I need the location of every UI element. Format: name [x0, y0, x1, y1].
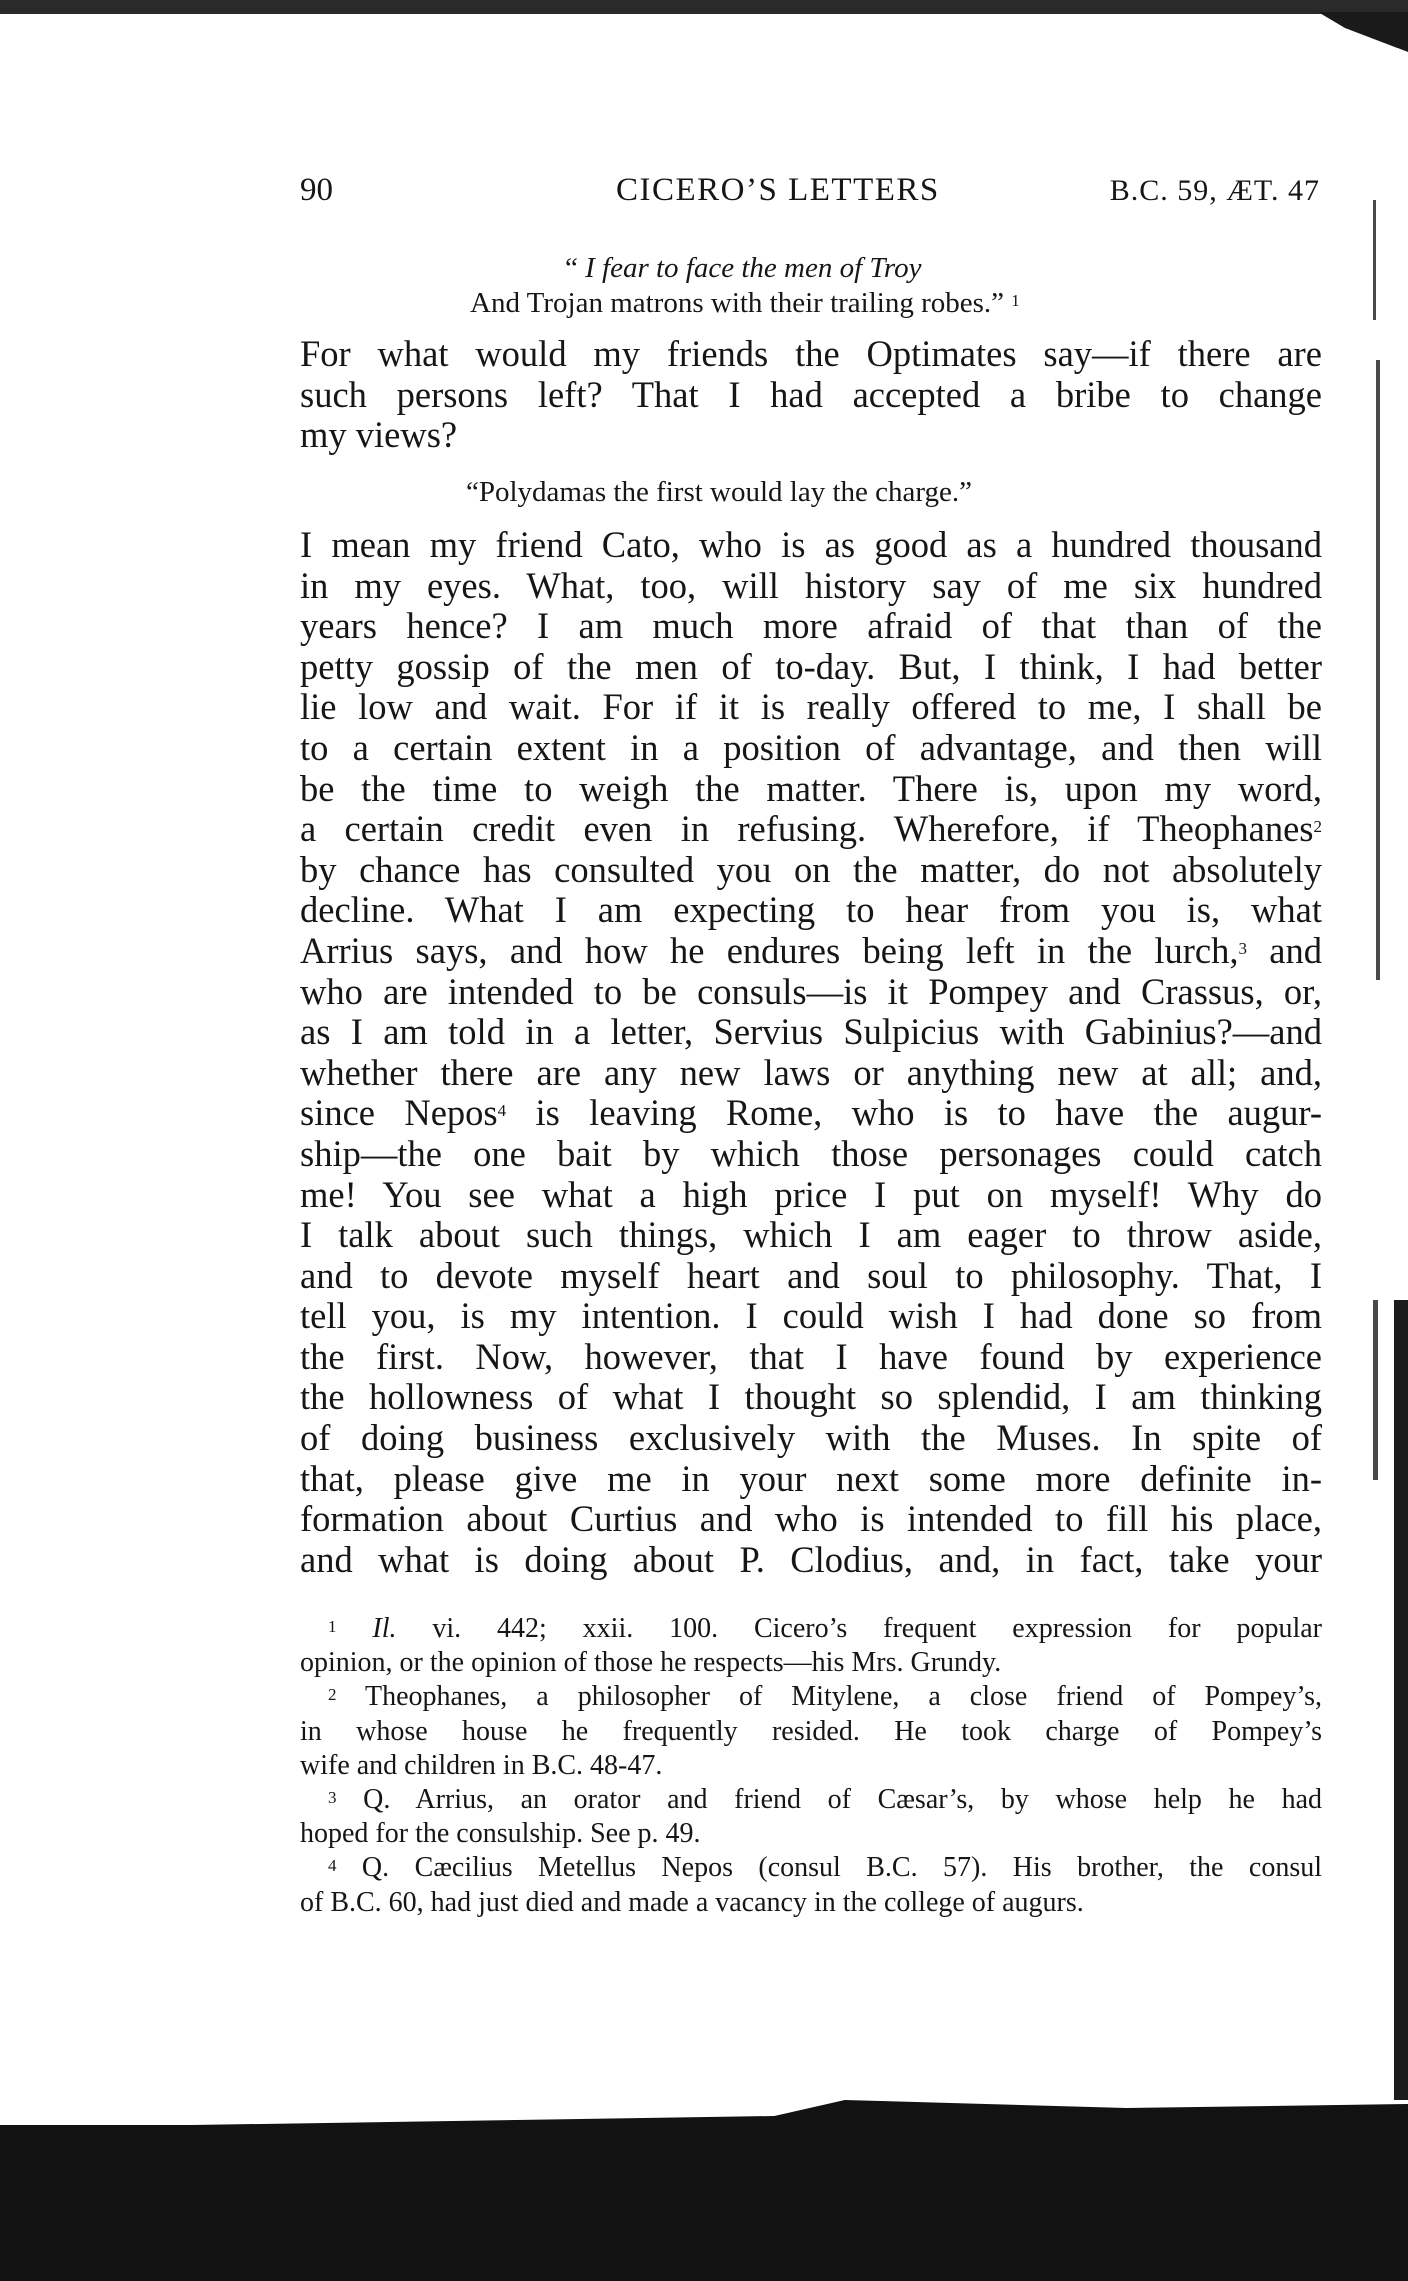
text-line: lie low and wait. For if it is really offered to me, I shall be [300, 686, 1322, 728]
quote-open-mark: “ [565, 252, 586, 284]
verse-line-2: And Trojan matrons with their trailing robes. [470, 287, 992, 319]
scan-right-edge [1373, 200, 1376, 320]
footnote-number: 3 [328, 1787, 337, 1807]
footnote-text: Q. Cæcilius Metellus Nepos (consul B.C. 57). His brother, the consul [336, 1852, 1322, 1884]
footnote-ref: 1 [1011, 291, 1020, 310]
verse-line: “Polydamas the first would lay the charge.” [466, 476, 973, 508]
text-line: the first. Now, however, that I have found by experience [300, 1335, 1322, 1377]
verse-quote-1b [470, 285, 1020, 321]
scan-binding-shadow [1394, 1300, 1408, 2100]
text-line: that, please give me in your next some more definite in- [300, 1457, 1322, 1499]
text-line: whether there are any new laws or anything new at all; and, [300, 1051, 1322, 1093]
text-segment: since Nepos [300, 1092, 498, 1134]
scan-right-edge [1376, 360, 1380, 980]
text-line [300, 809, 1322, 850]
text-line: decline. What I am expecting to hear from you is, what [300, 889, 1322, 931]
verse-quote-1 [565, 250, 922, 286]
text-line: who are intended to be consuls—is it Pompey and Crassus, or, [300, 970, 1322, 1012]
scan-top-edge-corner [1318, 12, 1408, 52]
verse-line-1: I fear to face the men of Troy [585, 252, 922, 284]
text-line: and to devote myself heart and soul to philosophy. That, I [300, 1254, 1322, 1296]
scan-right-edge [1373, 1300, 1378, 1480]
footnote-text: vi. 442; xxii. 100. Cicero’s frequent expression for popular [396, 1613, 1322, 1644]
text-line: as I am told in a letter, Servius Sulpicius with Gabinius?—and [300, 1011, 1322, 1053]
footnote-text: Q. Arrius, an orator and friend of Cæsar’s, by whose help he had [336, 1783, 1322, 1815]
footnote-number: 2 [328, 1685, 337, 1705]
text-line: and what is doing about P. Clodius, and, in fact, take your [300, 1538, 1322, 1580]
footnote-text: wife and children in B.C. 48-47. [300, 1749, 663, 1781]
text-line: years hence? I am much more afraid of that than of the [300, 605, 1322, 647]
scan-top-edge [0, 0, 1408, 14]
footnote-text: of B.C. 60, had just died and made a vacancy in the college of augurs. [300, 1886, 1084, 1918]
text-line: petty gossip of the men of to-day. But, I think, I had better [300, 645, 1322, 687]
text-segment: and [1247, 929, 1322, 971]
text-line: I talk about such things, which I am eager to throw aside, [300, 1214, 1322, 1256]
footnote-ref: 4 [497, 1101, 507, 1121]
paragraph-2 [300, 525, 1322, 1580]
verse-quote-2 [466, 474, 972, 510]
paragraph-1 [300, 334, 1322, 456]
page-number: 90 [300, 172, 333, 208]
footnotes [300, 1612, 1322, 1920]
text-line: ship—the one bait by which those personages could catch [300, 1132, 1322, 1174]
text-line: by chance has consulted you on the matter, do not absolutely [300, 848, 1322, 890]
footnote-citation: Il. [372, 1613, 397, 1644]
text-line: in my eyes. What, too, will history say of me six hundred [300, 564, 1322, 606]
text-line: I mean my friend Cato, who is as good as a hundred thousand [300, 524, 1322, 565]
text-line: the hollowness of what I thought so splendid, I am thinking [300, 1376, 1322, 1418]
text-line: of doing business exclusively with the Muses. In spite of [300, 1417, 1322, 1459]
text-segment: is leaving Rome, who is to have the augur- [506, 1092, 1322, 1134]
footnote-ref: 2 [1313, 817, 1322, 837]
quote-close-mark: ” [991, 287, 1012, 319]
footnote-1 [300, 1612, 1322, 1646]
text-segment: a certain credit even in refusing. Wherefore, if Theophanes [300, 808, 1314, 850]
text-line [300, 931, 1322, 972]
footnote-3 [300, 1783, 1322, 1817]
footnote-4 [300, 1851, 1322, 1885]
page-title: CICERO’S LETTERS [616, 172, 940, 208]
running-head [300, 172, 1320, 212]
text-segment: Arrius says, and how he endures being left in the lurch, [300, 929, 1239, 971]
header-date: B.C. 59, ÆT. 47 [1109, 174, 1320, 207]
text-line: such persons left? That I had accepted a bribe to change [300, 373, 1322, 415]
footnote-number: 4 [328, 1856, 337, 1876]
footnote-2 [300, 1680, 1322, 1714]
scan-bottom-edge [0, 2125, 1408, 2281]
footnote-ref: 3 [1238, 938, 1247, 958]
footnote-text: Theophanes, a philosopher of Mitylene, a close friend of Pompey’s, [336, 1681, 1322, 1713]
text-line: to a certain extent in a position of advantage, and then will [300, 726, 1322, 768]
text-line: me! You see what a high price I put on myself! Why do [300, 1173, 1322, 1215]
text-line: be the time to weigh the matter. There is, upon my word, [300, 767, 1322, 809]
text-line: tell you, is my intention. I could wish I had done so from [300, 1295, 1322, 1337]
text-line [300, 1093, 1322, 1134]
footnote-number: 1 [328, 1617, 337, 1636]
text-line: For what would my friends the Optimates say—if there are [300, 333, 1322, 374]
text-line: my views? [300, 414, 458, 456]
text-line: formation about Curtius and who is intended to fill his place, [300, 1498, 1322, 1540]
footnote-text: opinion, or the opinion of those he respects—his Mrs. Grundy. [300, 1647, 1002, 1679]
footnote-text: in whose house he frequently resided. He took charge of Pompey’s [300, 1715, 1322, 1747]
footnote-text: hoped for the consulship. See p. 49. [300, 1818, 701, 1850]
